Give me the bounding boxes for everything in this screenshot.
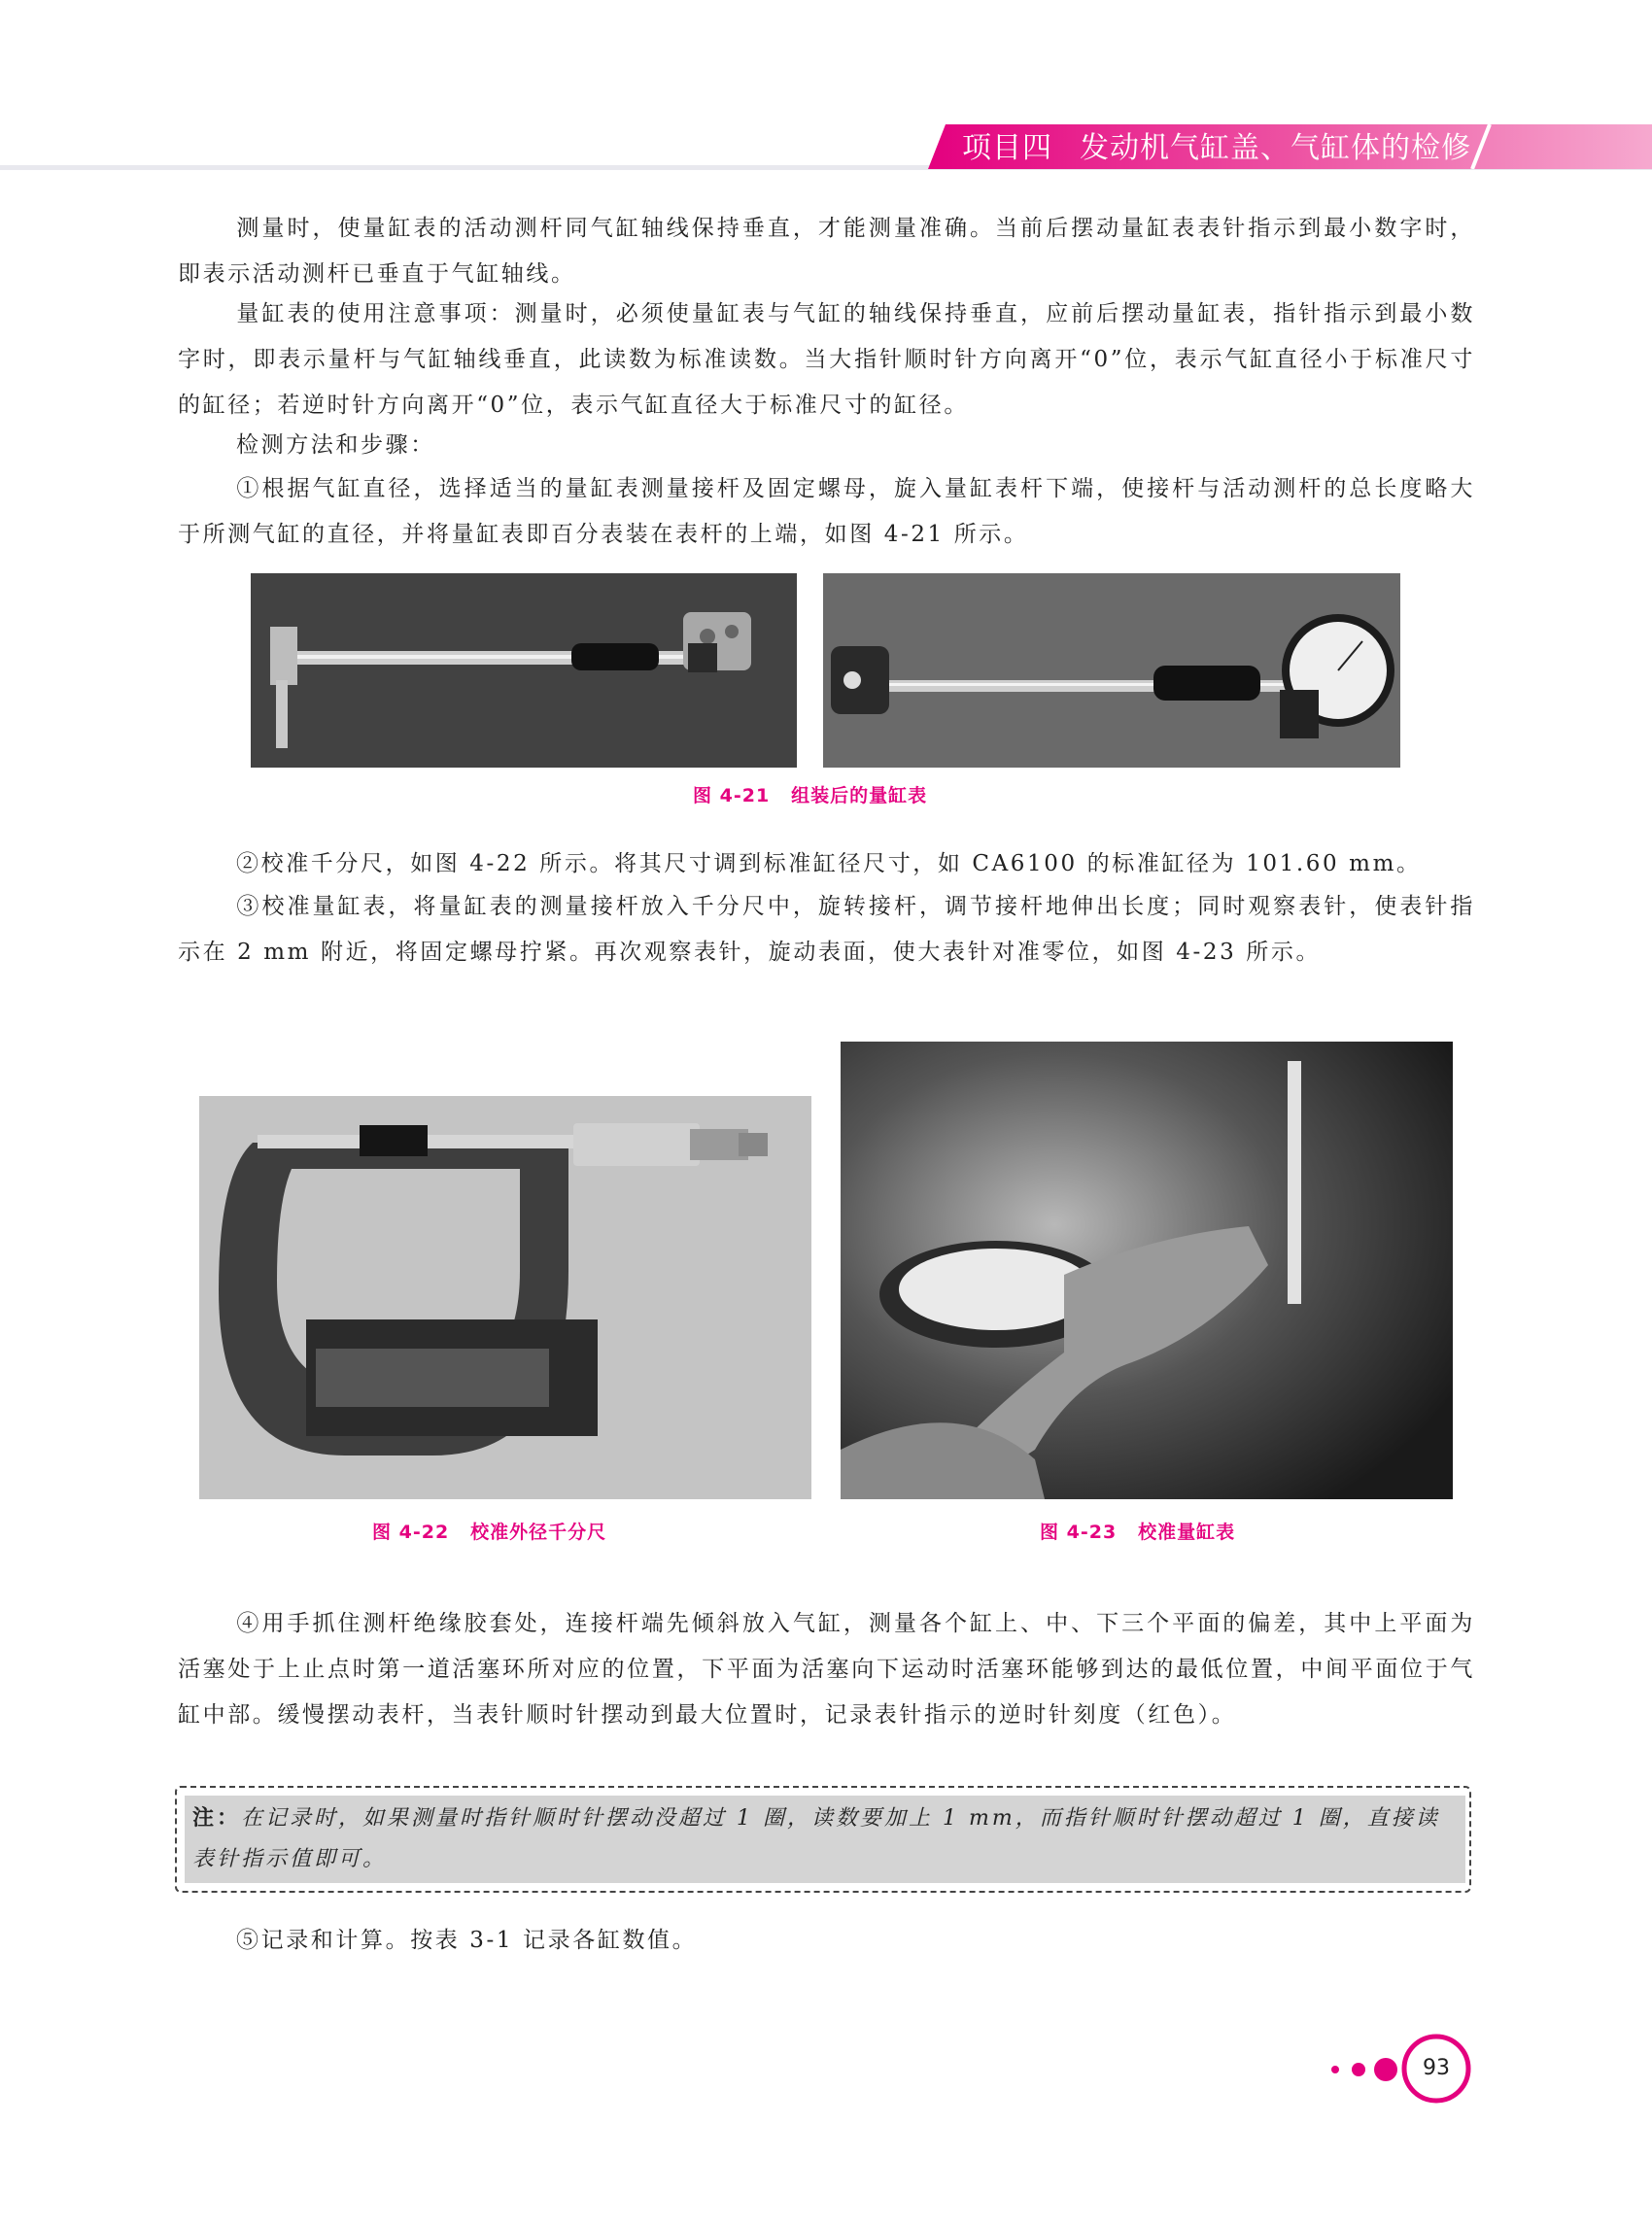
paragraph-8-text: ⑤记录和计算。按表 3-1 记录各缸数值。 [236, 1928, 698, 1953]
header-project: 项目四 [962, 131, 1052, 165]
figure-4-23-photo [841, 1042, 1453, 1499]
figure-4-21-number: 图 4-21 [693, 785, 771, 806]
figure-4-21-title: 组装后的量缸表 [791, 785, 928, 806]
paragraph-4 [178, 466, 1475, 558]
paragraph-6-text: ③校准量缸表，将量缸表的测量接杆放入千分尺中，旋转接杆，调节接杆地伸出长度；同时观察表针，使表针指示在 2 mm 附近，将固定螺母拧紧。再次观察表针，旋动表面，使大表针对准零位，如图 4-23 所示。 [178, 894, 1475, 965]
paragraph-8 [178, 1918, 1475, 1964]
figure-4-21-photo-left [251, 573, 797, 768]
paragraph-5-text: ②校准千分尺，如图 4-22 所示。将其尺寸调到标准缸径尺寸，如 CA6100 的标准缸径为 101.60 mm。 [236, 851, 1422, 876]
paragraph-1-text: 测量时，使量缸表的活动测杆同气缸轴线保持垂直，才能测量准确。当前后摆动量缸表表针指示到最小数字时，即表示活动测杆已垂直于气缸轴线。 [178, 216, 1475, 287]
figure-4-23-number: 图 4-23 [1040, 1522, 1118, 1543]
note-label: 注： [192, 1806, 242, 1831]
paragraph-7 [178, 1601, 1475, 1738]
paragraph-3 [178, 423, 1475, 468]
paragraph-5 [178, 841, 1475, 887]
figure-4-21-photo-right [823, 573, 1400, 768]
figure-4-22-photo [199, 1096, 811, 1499]
figure-4-23-title: 校准量缸表 [1138, 1522, 1236, 1543]
note-body: 在记录时，如果测量时指针顺时针摆动没超过 1 圈，读数要加上 1 mm，而指针顺时针摆动超过 1 圈，直接读表针指示值即可。 [192, 1806, 1440, 1871]
paragraph-2 [178, 291, 1475, 428]
header-chapter-title: 发动机气缸盖、气缸体的检修 [1080, 131, 1471, 165]
note-text [192, 1798, 1461, 1880]
figure-4-23-caption [1040, 1518, 1235, 1544]
paragraph-7-text: ④用手抓住测杆绝缘胶套处，连接杆端先倾斜放入气缸，测量各个缸上、中、下三个平面的偏差，其中上平面为活塞处于上止点时第一道活塞环所对应的位置，下平面为活塞向下运动时活塞环能够到达的最低位置，中间平面位于气缸中部。缓慢摆动表杆，当表针顺时针摆动到最大位置时，记录表针指示的逆时针刻度（红色）。 [178, 1611, 1475, 1728]
figure-4-22-caption [372, 1518, 606, 1544]
figure-4-21-caption [693, 781, 927, 807]
page-number: 93 [1423, 2056, 1450, 2080]
paragraph-4-text: ①根据气缸直径，选择适当的量缸表测量接杆及固定螺母，旋入量缸表杆下端，使接杆与活动测杆的总长度略大于所测气缸的直径，并将量缸表即百分表装在表杆的上端，如图 4-21 所示。 [178, 476, 1475, 547]
paragraph-1 [178, 206, 1475, 297]
header-title [962, 129, 1471, 168]
paragraph-3-text: 检测方法和步骤： [236, 432, 435, 458]
figure-4-22-number: 图 4-22 [372, 1522, 450, 1543]
paragraph-2-text: 量缸表的使用注意事项：测量时，必须使量缸表与气缸的轴线保持垂直，应前后摆动量缸表，指针指示到最小数字时，即表示量杆与气缸轴线垂直，此读数为标准读数。当大指针顺时针方向离开“0”位，表示气缸直径小于标准尺寸的缸径；若逆时针方向离开“0”位，表示气缸直径大于标准尺寸的缸径。 [178, 301, 1475, 418]
figure-4-22-title: 校准外径千分尺 [470, 1522, 607, 1543]
paragraph-6 [178, 884, 1475, 976]
